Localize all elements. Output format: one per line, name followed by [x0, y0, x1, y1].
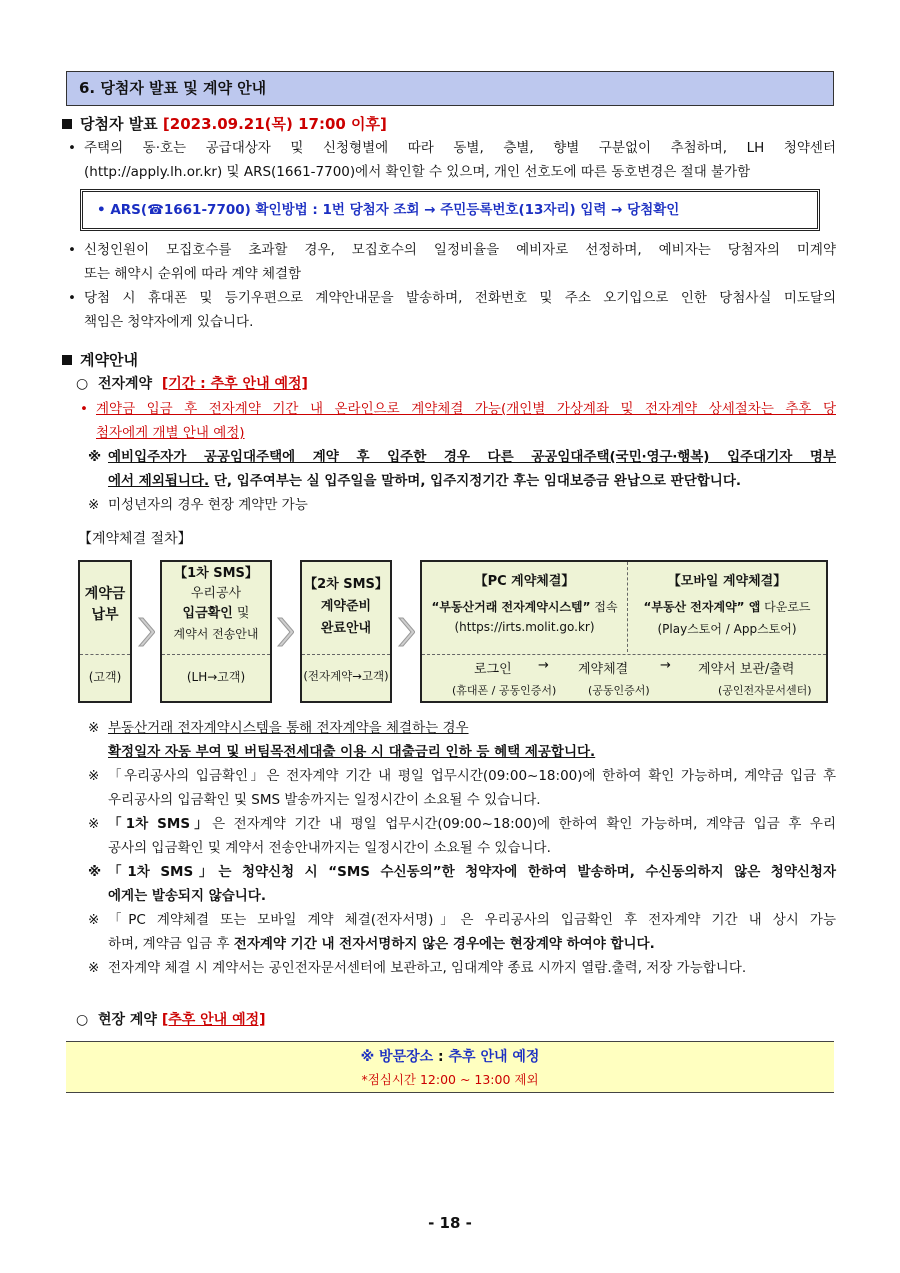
- onsite-contract-period: [추후 안내 예정]: [161, 1012, 266, 1028]
- mobile-signing-download: 다운로드: [760, 600, 811, 614]
- section-title: 6. 당첨자 발표 및 계약 안내: [66, 71, 834, 106]
- pc-signing-connect: 접속: [590, 600, 618, 614]
- visit-location-value: 추후 안내 예정: [448, 1049, 540, 1065]
- reference-mark-icon: ※: [88, 960, 100, 976]
- e-contract-bullet-line-1: 계약금 입금 후 전자계약 기간 내 온라인으로 계약체결 가능(개인별 가상계좌 및 전자계약 상세절차는 추후 당: [96, 401, 836, 417]
- announce-heading-row: [62, 113, 387, 134]
- note-document-storage: [88, 956, 836, 980]
- flow-step-second-sms-title: 【2차 SMS】: [304, 577, 388, 592]
- announce-bullet-1-line-1: 주택의 동‧호는 공급대상자 및 신청형별에 따라 동별, 층별, 향별 구분없이 추첨하며, LH 청약센터: [84, 140, 836, 156]
- page-number: - 18 -: [428, 1214, 472, 1232]
- note-document-storage-text: 전자계약 체결 시 계약서는 공인전자문서센터에 보관하고, 임대계약 종료 시까지 열람.출력, 저장 가능합니다.: [108, 960, 747, 976]
- bullet-dot-icon: •: [80, 401, 88, 417]
- mobile-signing-stores: (Play스토어 / App스토어): [657, 622, 797, 636]
- flow-step-first-sms-line-2: 우리공사: [190, 586, 242, 601]
- visit-location-label: ※ 방문장소: [360, 1049, 434, 1065]
- announce-bullet-1-line-2: (http://apply.lh.or.kr) 및 ARS(1661-7700)에서 확인할 수 있으며, 개인 선호도에 따른 동호변경은 절대 불가함: [84, 164, 751, 180]
- note-minor-text: 미성년자의 경우 현장 계약만 가능: [108, 497, 308, 513]
- divider: [80, 654, 130, 655]
- chevron-right-icon: [137, 616, 155, 648]
- announce-bullet-2-line-2: 또는 해약시 순위에 따라 계약 체결함: [84, 266, 302, 282]
- reference-mark-icon: ※: [88, 912, 100, 928]
- step-login: 로그인: [474, 662, 512, 677]
- divider: [422, 654, 826, 655]
- divider: [162, 654, 270, 655]
- note-first-sms-line-2: 공사의 입금확인 및 계약서 전송안내까지는 일정시간이 소요될 수 있습니다.: [108, 840, 551, 856]
- note-sms-consent-line-1: 「1차 SMS」는 청약신청 시 “SMS 수신동의”한 청약자에 한하여 발송하며, 수신동의하지 않은 청약신청자: [108, 864, 836, 880]
- pc-signing-panel: [422, 562, 628, 652]
- procedure-title: 【계약체결 절차】: [78, 531, 192, 547]
- note-sms-consent-line-2: 에게는 발송되지 않습니다.: [108, 888, 266, 904]
- e-contract-row: [76, 372, 308, 396]
- note-deposit-check-line-2: 우리공사의 입금확인 및 SMS 발송까지는 일정시간이 소요될 수 있습니다.: [108, 792, 541, 808]
- flow-step-signing: [420, 560, 828, 703]
- flow-step-first-sms-line-3b: 및: [232, 606, 250, 621]
- note-e-contract-benefit-line-1: 부동산거래 전자계약시스템을 통해 전자계약을 체결하는 경우: [108, 720, 469, 736]
- mobile-signing-app: “부동산 전자계약” 앱: [643, 600, 761, 614]
- square-bullet-icon: [62, 119, 72, 129]
- reference-mark-icon: ※: [88, 864, 102, 880]
- circle-bullet-icon: ○: [76, 376, 89, 392]
- step-arrow: →: [538, 658, 549, 673]
- note-waitlist-line-2a: 에서 제외됩니다.: [108, 473, 210, 489]
- flow-step-first-sms-actor: (LH→고객): [186, 670, 246, 684]
- note-signing-availability-line-2b: 전자계약 기간 내 전자서명하지 않은 경우에는 현장계약 하여야 합니다.: [233, 936, 655, 952]
- note-signing-availability: [88, 908, 836, 956]
- mobile-signing-title: 【모바일 계약체결】: [667, 574, 787, 589]
- note-e-contract-benefit-line-2: 확정일자 자동 부여 및 버팀목전세대출 이용 시 대출금리 인하 등 혜택 제공합니다.: [108, 744, 596, 760]
- note-deposit-check-line-1: 「우리공사의 입금확인」은 전자계약 기간 내 평일 업무시간(09:00~18:00)에 한하여 확인 가능하며, 계약금 입금 후: [108, 768, 836, 784]
- note-first-sms-line-1: 은 전자계약 기간 내 평일 업무시간(09:00~18:00)에 한하여 확인 가능하며, 계약금 입금 후 우리: [212, 816, 836, 832]
- chevron-right-icon: [276, 616, 294, 648]
- divider: [302, 654, 390, 655]
- note-minor: [88, 493, 836, 517]
- announce-bullet-3: [68, 286, 836, 334]
- flow-step-payment-actor: (고객): [88, 670, 122, 684]
- onsite-contract-label: 현장 계약: [97, 1012, 157, 1028]
- pc-signing-system: “부동산거래 전자계약시스템”: [431, 600, 591, 614]
- reference-mark-icon: ※: [88, 497, 100, 513]
- note-deposit-check: [88, 764, 836, 812]
- announce-bullet-2: [68, 238, 836, 286]
- flow-step-first-sms-line-4: 계약서 전송안내: [173, 627, 259, 641]
- onsite-contract-row: [76, 1008, 266, 1032]
- step-contract-sub: (공동인증서): [588, 684, 650, 697]
- ars-info-box: • ARS(☎1661-7700) 확인방법 : 1번 당첨자 조회 → 주민등록번호(13자리) 입력 → 당첨확인: [80, 189, 820, 231]
- visit-location-line: [66, 1046, 834, 1066]
- note-signing-availability-line-2a: 하며, 계약금 입금 후: [108, 936, 234, 952]
- flow-step-second-sms-line-2: 계약준비: [320, 599, 372, 614]
- pc-signing-url: (https://irts.molit.go.kr): [454, 620, 595, 634]
- step-contract: 계약체결: [578, 662, 629, 677]
- visit-location-box: [66, 1041, 834, 1093]
- contract-heading-row: [62, 349, 138, 370]
- lunch-hours-note: *점심시간 12:00 ~ 13:00 제외: [361, 1072, 539, 1087]
- flow-step-payment-line-2: 납부: [91, 607, 119, 623]
- e-contract-label: 전자계약: [97, 376, 153, 392]
- step-arrow: →: [660, 658, 671, 673]
- note-waitlist-line-2b: 단, 입주여부는 실 입주일을 말하며, 입주지정기간 후는 임대보증금 완납으로 판단합니다.: [209, 473, 741, 489]
- e-contract-bullet-line-2: 첨자에게 개별 안내 예정): [96, 425, 245, 441]
- note-sms-consent: [88, 860, 836, 908]
- note-e-contract-benefit: [88, 716, 836, 764]
- flow-step-payment: [78, 560, 132, 703]
- reference-mark-icon: ※: [88, 816, 100, 832]
- flow-step-first-sms: [160, 560, 272, 703]
- note-first-sms-label: 「1차 SMS」: [108, 816, 213, 832]
- e-contract-bullet: [80, 397, 836, 445]
- step-store-print-sub: (공인전자문서센터): [718, 684, 812, 697]
- chevron-right-icon: [397, 616, 415, 648]
- note-signing-availability-line-1: 「PC 계약체결 또는 모바일 계약 체결(전자서명)」은 우리공사의 입금확인 후 전자계약 기간 내 상시 가능: [108, 912, 836, 928]
- announce-date: [2023.09.21(목) 17:00 이후]: [162, 115, 387, 133]
- announce-bullet-3-line-1: 당첨 시 휴대폰 및 등기우편으로 계약안내문을 발송하며, 전화번호 및 주소 오기입으로 인한 당첨사실 미도달의: [84, 290, 836, 306]
- announce-heading: 당첨자 발표: [80, 115, 158, 133]
- reference-mark-icon: ※: [88, 768, 100, 784]
- flow-step-first-sms-title: 【1차 SMS】: [174, 566, 258, 581]
- announce-bullet-3-line-2: 책임은 청약자에게 있습니다.: [84, 314, 254, 330]
- circle-bullet-icon: ○: [76, 1012, 89, 1028]
- flow-step-second-sms: [300, 560, 392, 703]
- mobile-signing-panel: [628, 562, 826, 652]
- square-bullet-icon: [62, 355, 72, 365]
- bullet-dot-icon: •: [68, 290, 76, 306]
- announce-bullet-1: [68, 136, 836, 184]
- visit-location-colon: :: [433, 1049, 449, 1065]
- flow-step-second-sms-line-3: 완료안내: [320, 621, 372, 636]
- announce-bullet-2-line-1: 신청인원이 모집호수를 초과할 경우, 모집호수의 일정비율을 예비자로 선정하며, 예비자는 당첨자의 미계약: [84, 242, 836, 258]
- flow-step-payment-line-1: 계약금: [84, 586, 126, 602]
- flow-step-first-sms-line-3a: 입금확인: [182, 606, 233, 621]
- bullet-dot-icon: •: [68, 140, 76, 156]
- step-store-print: 계약서 보관/출력: [698, 662, 795, 677]
- flow-step-second-sms-actor: (전자계약→고객): [303, 669, 389, 683]
- step-login-sub: (휴대폰 / 공동인증서): [452, 684, 557, 697]
- bullet-dot-icon: •: [68, 242, 76, 258]
- reference-mark-icon: ※: [88, 449, 102, 465]
- pc-signing-title: 【PC 계약체결】: [474, 574, 575, 589]
- e-contract-period: [기간 : 추후 안내 예정]: [161, 376, 308, 392]
- note-first-sms: [88, 812, 836, 860]
- contract-heading: 계약안내: [80, 351, 138, 369]
- note-waitlist-line-1: 예비입주자가 공공임대주택에 계약 후 입주한 경우 다른 공공임대주택(국민‧영구‧행복) 입주대기자 명부: [108, 449, 836, 465]
- reference-mark-icon: ※: [88, 720, 100, 736]
- note-waitlist: [88, 445, 836, 493]
